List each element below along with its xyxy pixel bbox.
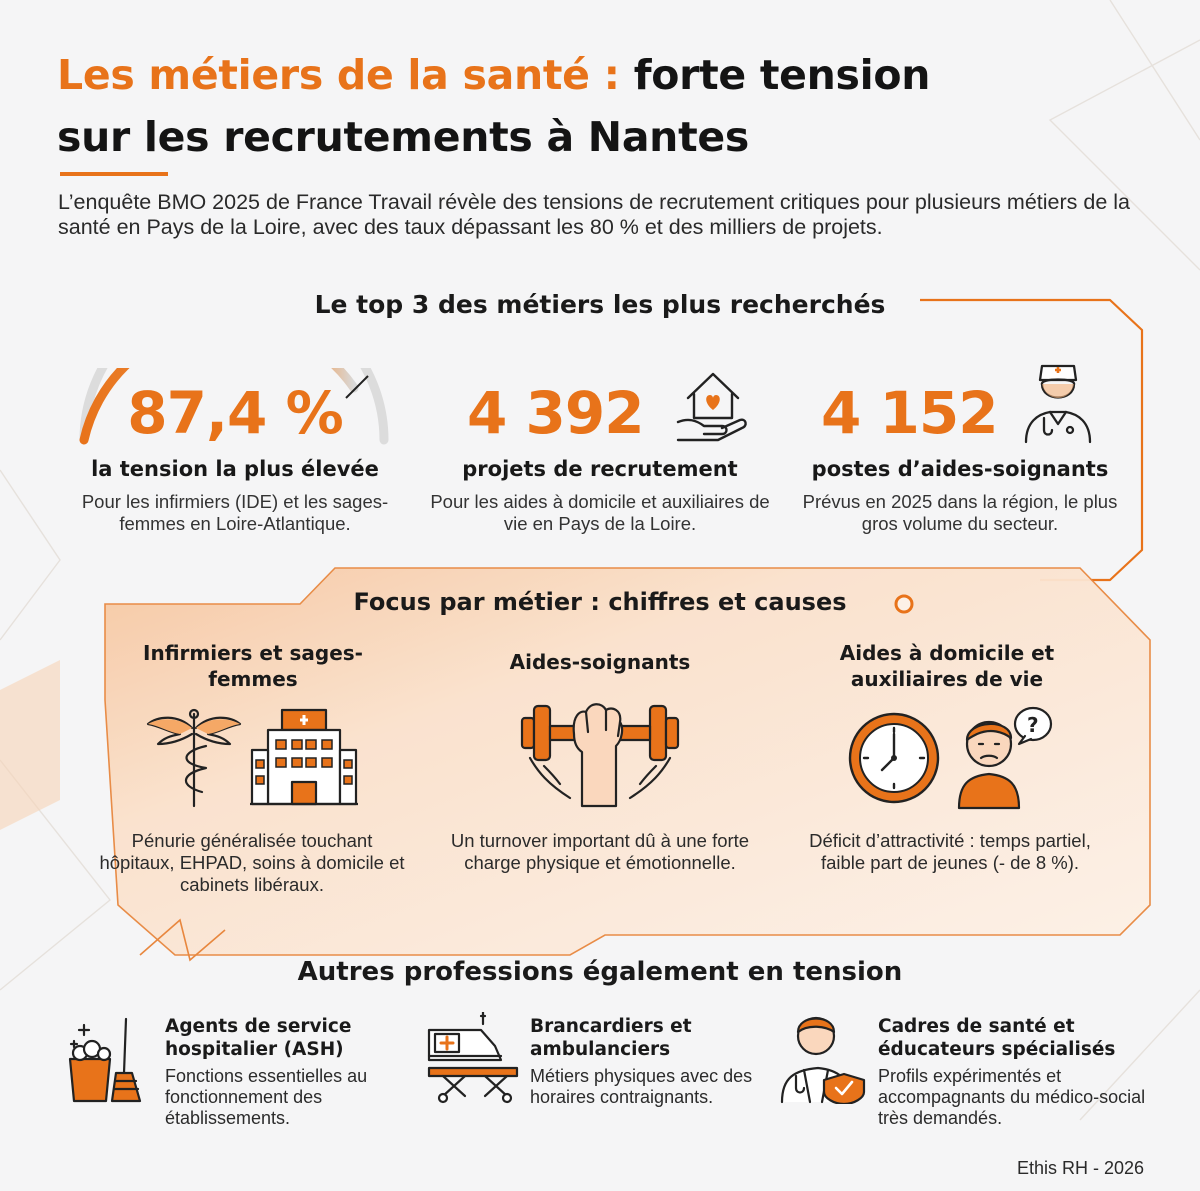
ambulance-stretcher-icon [425,1012,525,1104]
health-manager-shield-icon [778,1012,868,1104]
stat-label: postes d’aides-soignants [811,457,1109,481]
other-description: Fonctions essentielles au fonctionnement des établissements. [165,1066,368,1128]
intro-text: L’enquête BMO 2025 de France Travail révèle des tensions de recrutement critiques pour plusieurs métiers de la santé en Pays de la Loire, avec des taux dépassant les 80 % et des milliers de projets. [58,190,1130,239]
stat-card-tension [60,379,410,535]
stat-description: Prévus en 2025 dans la région, le plus gros volume du secteur. [802,491,1118,534]
others-heading: Autres professions également en tension [297,957,903,987]
clock-icon [846,710,942,806]
focus-title: Aides-soignants [509,650,691,674]
stat-number: 4 392 [467,379,644,447]
title-accent: Les métiers de la santé : [57,51,620,99]
focus-description: Déficit d’attractivité : temps partiel, faible part de jeunes (- de 8 %). [809,830,1091,873]
hospital-icon [248,706,360,810]
focus-title: Aides à domicile et auxiliaires de vie [839,641,1055,691]
focus-heading: Focus par métier : chiffres et causes [353,588,847,616]
worried-person-question-icon [955,704,1055,810]
stat-description: Pour les aides à domicile et auxiliaires de vie en Pays de la Loire. [430,491,770,534]
title-underline [60,172,168,176]
house-in-hand-heart-icon [674,364,752,444]
credit-text: Ethis RH - 2026 [1016,1158,1144,1178]
stat-description: Pour les infirmiers (IDE) et les sages-femmes en Loire-Atlantique. [81,491,389,534]
title-rest: forte tension [633,51,931,99]
page-title [57,44,1157,168]
other-description: Profils expérimentés et accompagnants du médico-social très demandés. [878,1066,1146,1128]
dumbbell-hand-icon [520,688,680,814]
title-line2: sur les recrutements à Nantes [57,113,749,161]
stat-label: projets de recrutement [462,457,738,481]
other-description: Métiers physiques avec des horaires contraignants. [530,1066,753,1107]
other-title: Agents de service hospitalier (ASH) [165,1016,352,1060]
top3-heading: Le top 3 des métiers les plus recherchés [314,290,886,319]
focus-description: Pénurie généralisée touchant hôpitaux, EHPAD, soins à domicile et cabinets libéraux. [99,830,405,895]
focus-description: Un turnover important dû à une forte charge physique et émotionnelle. [450,830,750,873]
stat-number: 87,4 % [127,379,343,447]
nurse-icon [1022,360,1094,444]
stat-number: 4 152 [821,379,998,447]
svg-text:?: ? [1027,713,1039,737]
other-title: Cadres de santé et éducateurs spécialisés [878,1016,1116,1060]
cleaning-bucket-mop-icon [66,1015,156,1105]
caduceus-icon [144,706,244,810]
focus-title: Infirmiers et sages-femmes [143,641,363,691]
other-title: Brancardiers et ambulanciers [530,1016,692,1060]
stat-label: la tension la plus élevée [91,457,379,481]
